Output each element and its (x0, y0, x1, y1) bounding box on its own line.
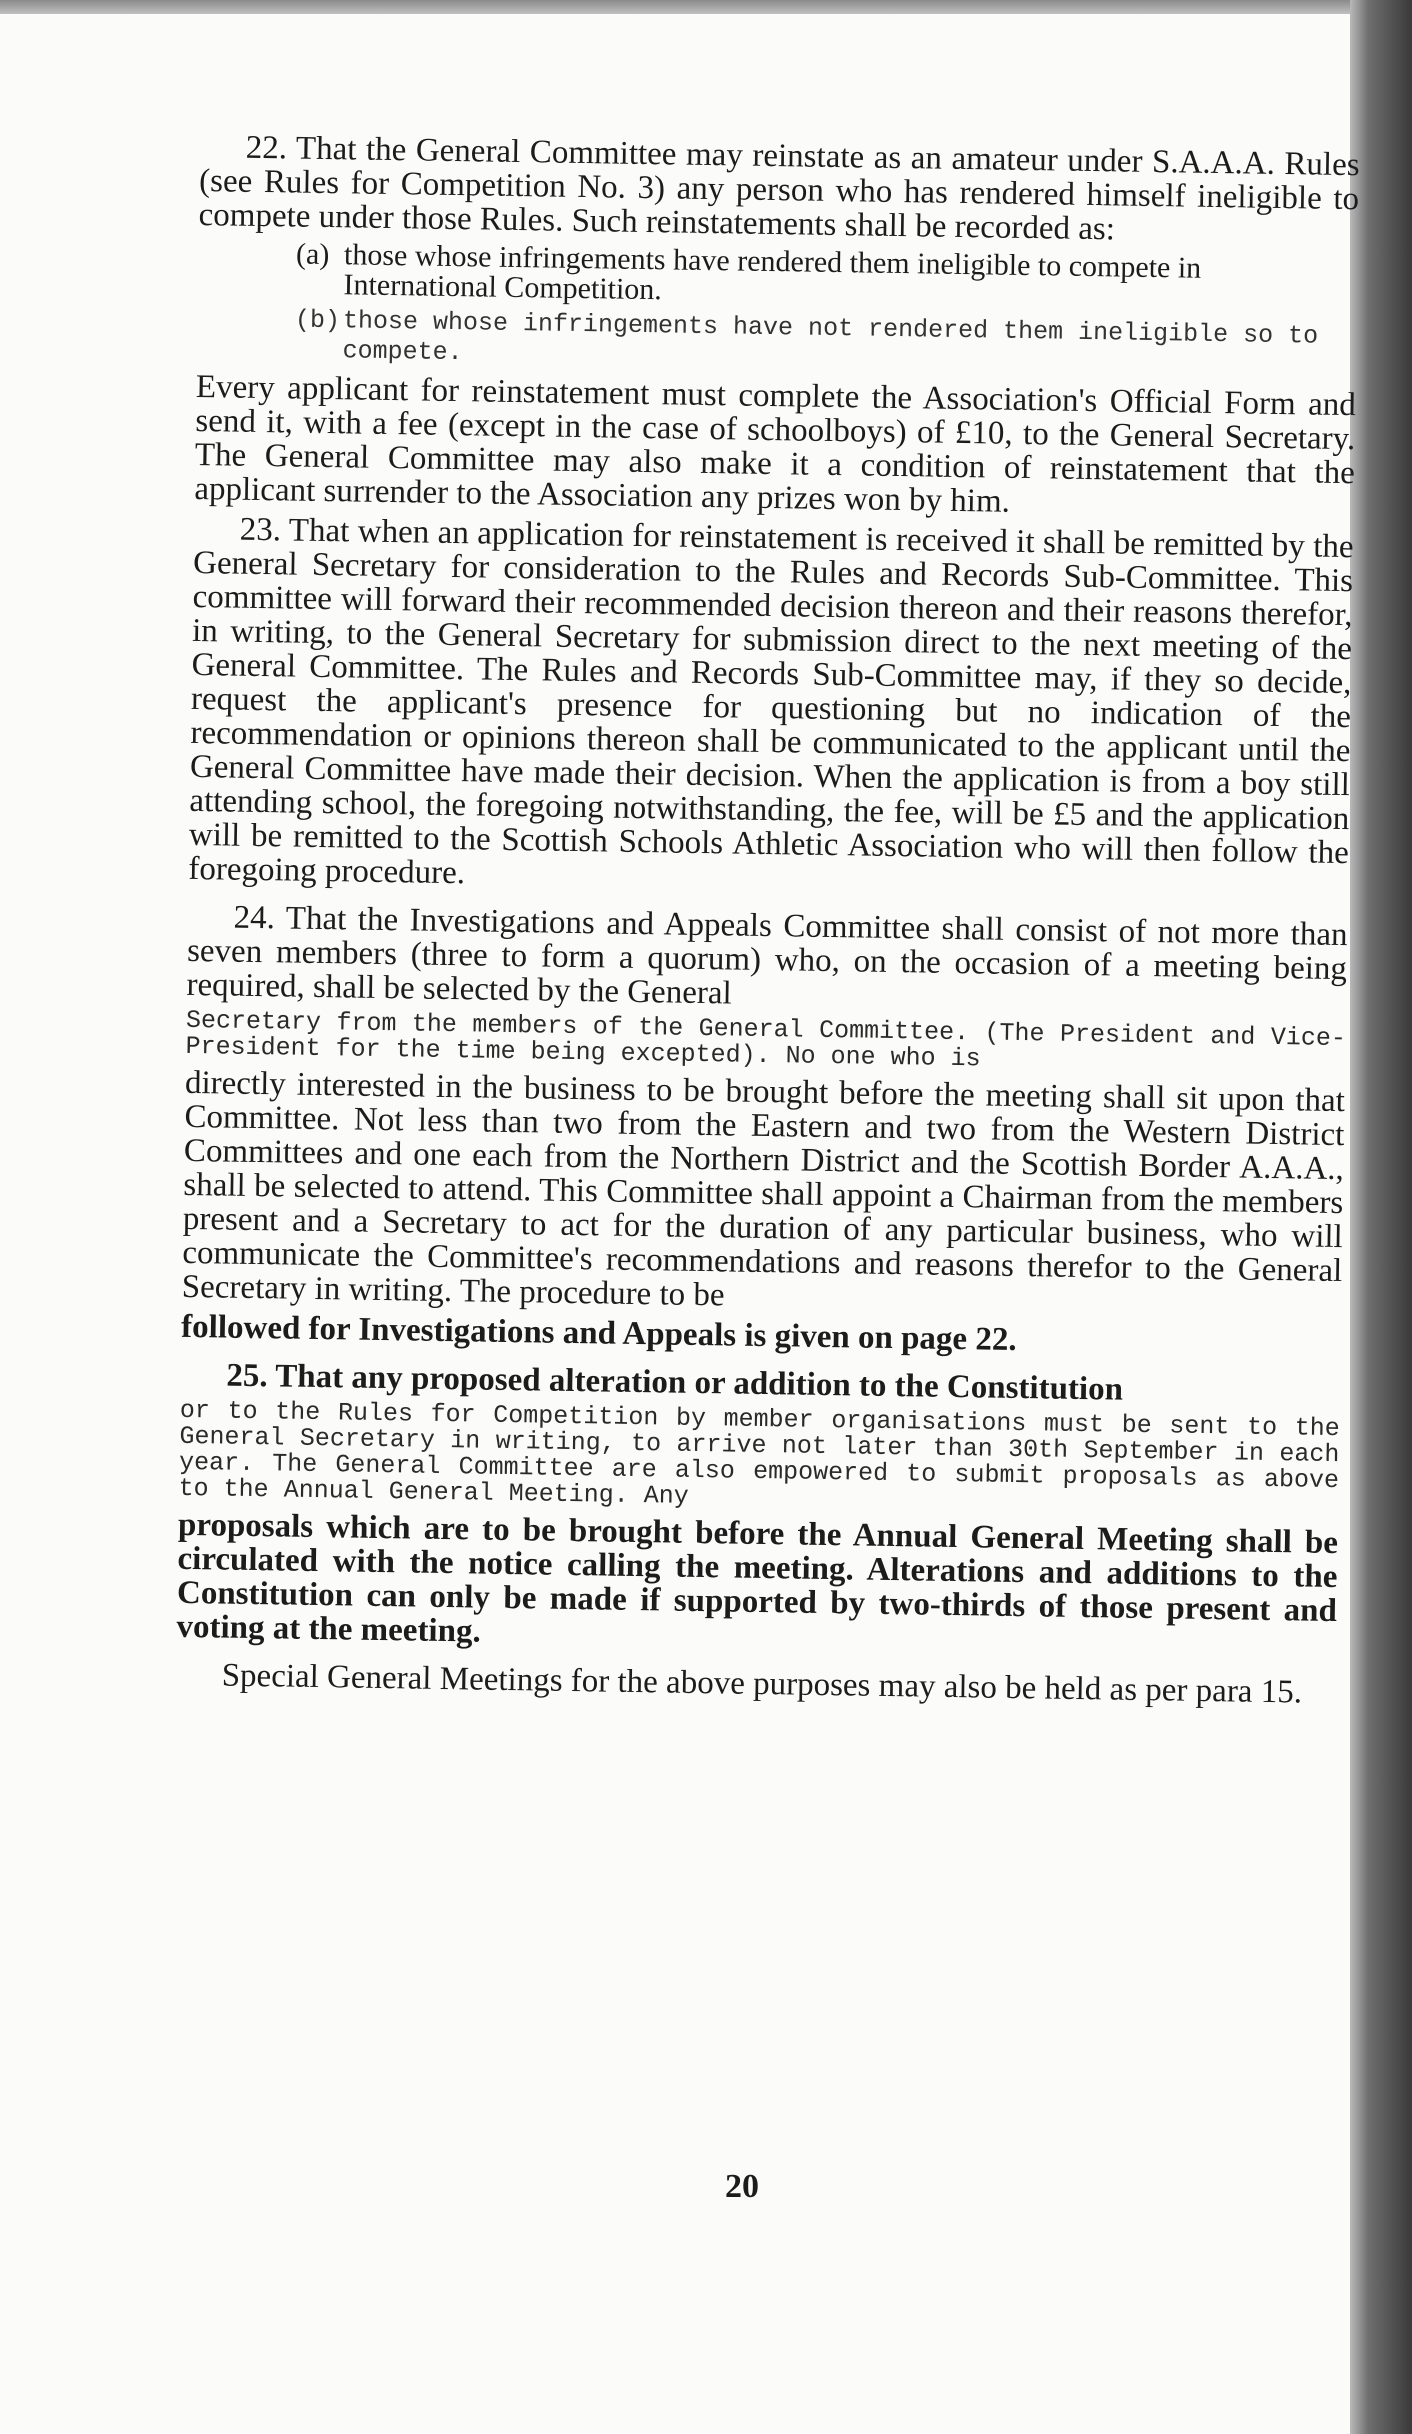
list-item-b (196, 304, 1357, 382)
paragraph-23: 23. That when an application for reinstatement is received it shall be remitted by the General Secretary for consideration to the Rules and Records Sub-Committee. This committee will forward their recommended decision thereon and their reasons therefor, in writing, to the General Secretary for submission direct to the next meeting of the General Committee. The Rules and Records Sub-Committee may, if they so decide, request the applicant's presence for questioning but no indication of the recommendation or opinions thereon shall be communicated to the applicant until the General Committee have made their decision. When the application is from a boy still attending school, the foregoing notwithstanding, the fee, will be £5 and the application will be remitted to the Scottish Schools Athletic Association who will then follow the foregoing procedure. (188, 511, 1354, 892)
paragraph-25-typewritten: or to the Rules for Competition by member organisations must be sent to the General Secretary in writing, to arrive not later than 30th September in each year. The General Committee are also empowered to submit proposals as above to the Annual General Meeting. Any (178, 1395, 1340, 1511)
list-item-a (197, 238, 1358, 316)
paragraph-22: 22. That the General Committee may reinstate as an amateur under S.A.A.A. Rules (see Rules for Competition No. 3) any person who has rendered himself ineligible to compete under those Rules. Such reinstatements shall be recorded as: (198, 129, 1360, 248)
paragraph-25-opening: 25. That any proposed alteration or addition to the Constitution (226, 1357, 1124, 1408)
binding-shadow (1350, 0, 1412, 2434)
list-item-a-label: (a) (295, 237, 330, 272)
page-number: 20 (725, 2168, 759, 2205)
paragraph-24-closing: followed for Investigations and Appeals is given on page 22. (180, 1308, 1017, 1358)
paragraph-22-continued: Every applicant for reinstatement must complete the Association's Official Form and send it, with a fee (except in the case of schoolboys) of £10, to the General Secretary. The General Committee may also make it a condition of reinstatement that the applicant surrender to the Association any prizes won by him. (194, 368, 1357, 520)
paragraph-24-opening: 24. That the Investigations and Appeals Committee shall consist of not more than seven members (three to form a quorum) who, on the occasion of a meeting being required, shall be selected by the General (186, 899, 1348, 1012)
document-body (175, 130, 1360, 1724)
paragraph-25-body: proposals which are to be brought before the Annual General Meeting shall be circulated with the notice calling the meeting. Alterations and additions to the Constitution can only be made if supported by two-thirds of those present and voting at the meeting. (176, 1506, 1339, 1650)
paragraph-24-typewritten: Secretary from the members of the General Committee. (The President and Vice-President for the time being excepted). No one who is (185, 1005, 1347, 1074)
list-item-b-text: those whose infringements have not rendered them ineligible so to compete. (342, 306, 1319, 368)
paragraph-24-body: directly interested in the business to be brought before the meeting shall sit upon that Committee. Not less than two from the Eastern and two from the Western District Committees and one each from the Northern District and the Scottish Border A.A.A., shall be selected to attend. This Committee shall appoint a Chairman from the members present and a Secretary to act for the duration of any particular business, who will communicate the Committee's recommendations and reasons therefor to the General Secretary in writing. The procedure to be (181, 1064, 1346, 1314)
special-meetings-note: Special General Meetings for the above purposes may also be held as per para 15. (221, 1657, 1303, 1711)
list-item-a-text: those whose infringements have rendered them ineligible to compete in International Competition. (343, 238, 1202, 307)
list-item-b-label: (b) (294, 305, 341, 336)
